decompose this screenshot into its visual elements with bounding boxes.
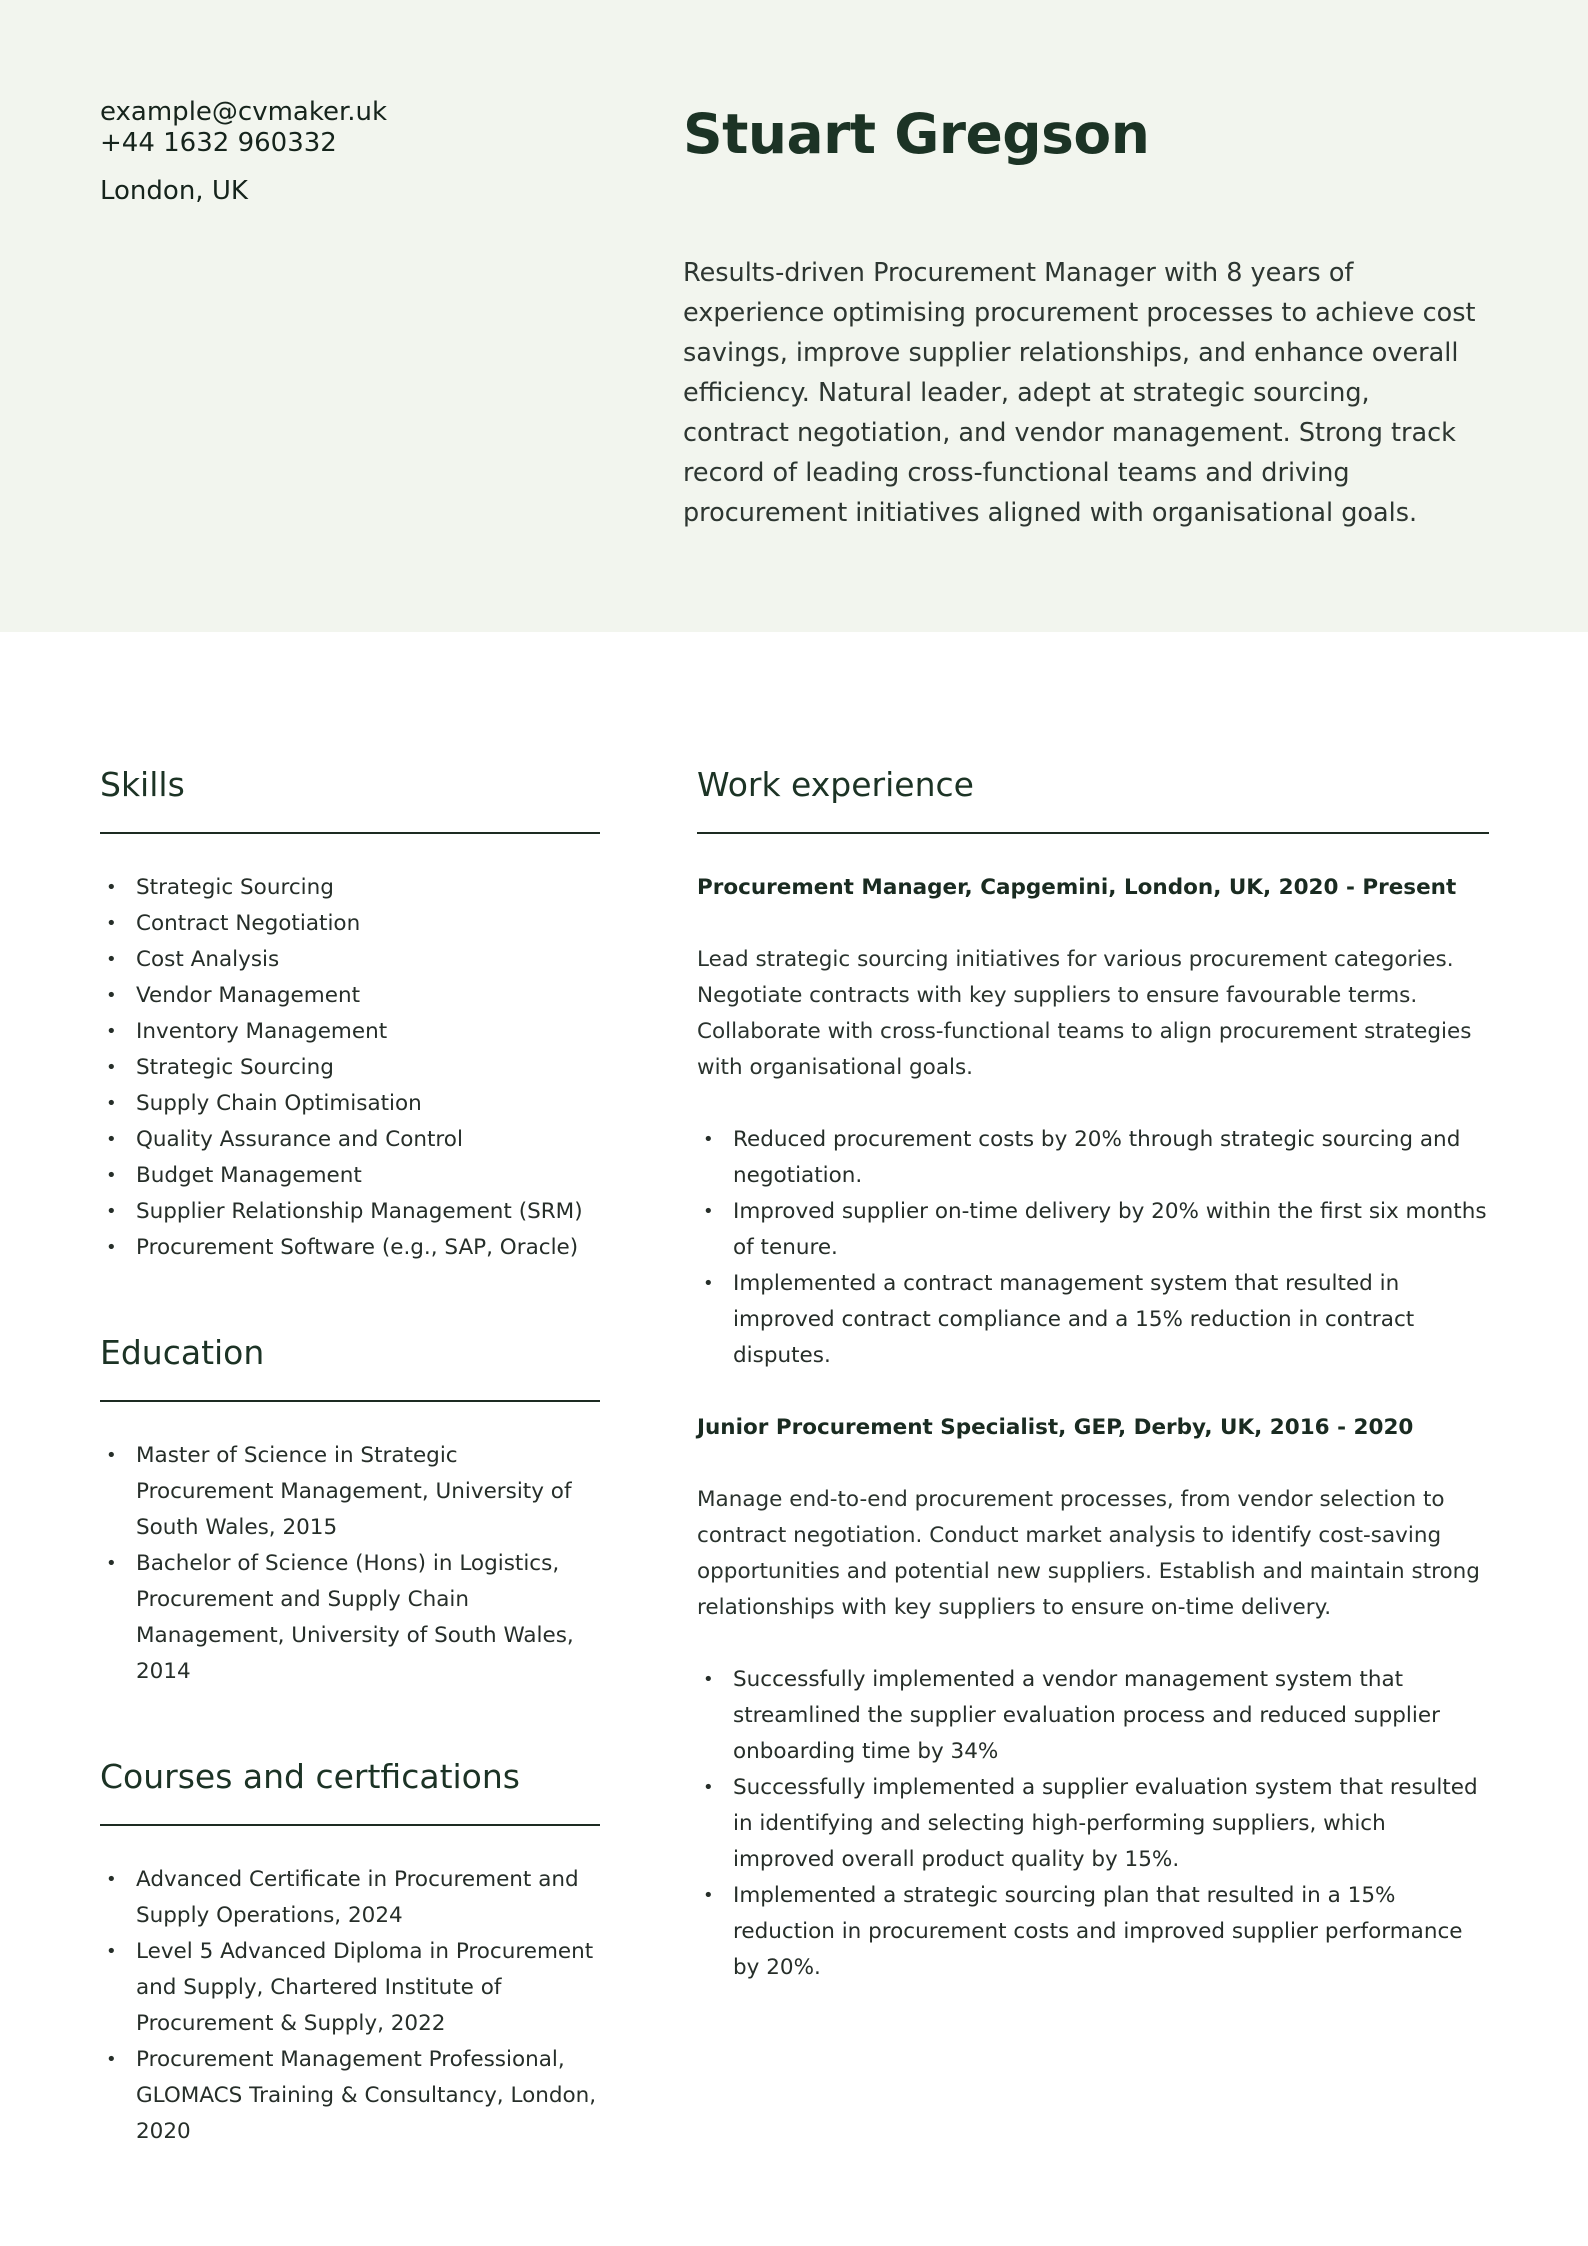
job-entry <box>697 870 1489 1374</box>
job-description: Lead strategic sourcing initiatives for various procurement categories. Negotiate contracts with key suppliers to ensure favourable terms. Collaborate with cross-functional teams to align procurement strategies with organisational goals. <box>697 947 1472 1080</box>
profile-summary: Results-driven Procurement Manager with 8 years of experience optimising procurement processes to achieve cost savings, improve supplier relationships, and enhance overall efficiency. Natural leader, adept at strategic sourcing, contract negotiation, and vendor management. Strong track record of leading cross-functional teams and driving procurement initiatives aligned with organisational goals. <box>683 258 1476 528</box>
job-title: Junior Procurement Specialist, GEP, Derby, UK, 2016 - 2020 <box>697 1415 1414 1440</box>
location: London, UK <box>100 176 248 206</box>
list-item: • Successfully implemented a vendor management system that streamlined the supplier evaluation process and reduced supplier onboarding time by 34% <box>697 1662 1489 1770</box>
work-experience-heading: Work experience <box>697 760 1489 834</box>
achievements-list <box>697 1122 1489 1374</box>
list-item: • Implemented a strategic sourcing plan that resulted in a 15% reduction in procurement costs and improved supplier performance by 20%. <box>697 1878 1489 1986</box>
list-item: • Strategic Sourcing <box>100 870 600 906</box>
list-item: • Quality Assurance and Control <box>100 1122 600 1158</box>
candidate-name: Stuart Gregson <box>683 102 1150 166</box>
left-column <box>100 760 600 2150</box>
list-item: • Advanced Certificate in Procurement and Supply Operations, 2024 <box>100 1862 600 1934</box>
education-heading: Education <box>100 1328 600 1402</box>
list-item: • Implemented a contract management system that resulted in improved contract compliance and a 15% reduction in contract disputes. <box>697 1266 1489 1374</box>
list-item: • Supply Chain Optimisation <box>100 1086 600 1122</box>
list-item: • Procurement Software (e.g., SAP, Oracle) <box>100 1230 600 1266</box>
email[interactable]: example@cvmaker.uk <box>100 97 388 127</box>
job-entry <box>697 1410 1489 1986</box>
courses-heading: Courses and certfications <box>100 1752 600 1826</box>
skills-list <box>100 870 600 1266</box>
header-panel <box>0 0 1588 632</box>
list-item: • Budget Management <box>100 1158 600 1194</box>
list-item: • Reduced procurement costs by 20% through strategic sourcing and negotiation. <box>697 1122 1489 1194</box>
list-item: • Improved supplier on-time delivery by 20% within the first six months of tenure. <box>697 1194 1489 1266</box>
job-description: Manage end-to-end procurement processes, from vendor selection to contract negotiation. Conduct market analysis to identify cost-saving opportunities and potential new suppliers. Establish and maintain strong relationships with key suppliers to ensure on-time delivery. <box>697 1487 1480 1620</box>
education-section <box>100 1328 600 1690</box>
list-item: • Bachelor of Science (Hons) in Logistics, Procurement and Supply Chain Management, University of South Wales, 2014 <box>100 1546 600 1690</box>
job-title: Procurement Manager, Capgemini, London, UK, 2020 - Present <box>697 875 1457 900</box>
courses-section <box>100 1752 600 2150</box>
list-item: • Supplier Relationship Management (SRM) <box>100 1194 600 1230</box>
skills-section <box>100 760 600 1266</box>
education-list <box>100 1438 600 1690</box>
contact-block <box>100 97 620 207</box>
right-column <box>697 760 1489 1986</box>
list-item: • Inventory Management <box>100 1014 600 1050</box>
list-item: • Strategic Sourcing <box>100 1050 600 1086</box>
list-item: • Master of Science in Strategic Procurement Management, University of South Wales, 2015 <box>100 1438 600 1546</box>
courses-list <box>100 1862 600 2150</box>
skills-heading: Skills <box>100 760 600 834</box>
list-item: • Vendor Management <box>100 978 600 1014</box>
list-item: • Cost Analysis <box>100 942 600 978</box>
list-item: • Procurement Management Professional, GLOMACS Training & Consultancy, London, 2020 <box>100 2042 600 2150</box>
phone[interactable]: +44 1632 960332 <box>100 128 337 158</box>
list-item: • Level 5 Advanced Diploma in Procurement and Supply, Chartered Institute of Procurement & Supply, 2022 <box>100 1934 600 2042</box>
list-item: • Contract Negotiation <box>100 906 600 942</box>
achievements-list <box>697 1662 1489 1986</box>
list-item: • Successfully implemented a supplier evaluation system that resulted in identifying and selecting high-performing suppliers, which improved overall product quality by 15%. <box>697 1770 1489 1878</box>
